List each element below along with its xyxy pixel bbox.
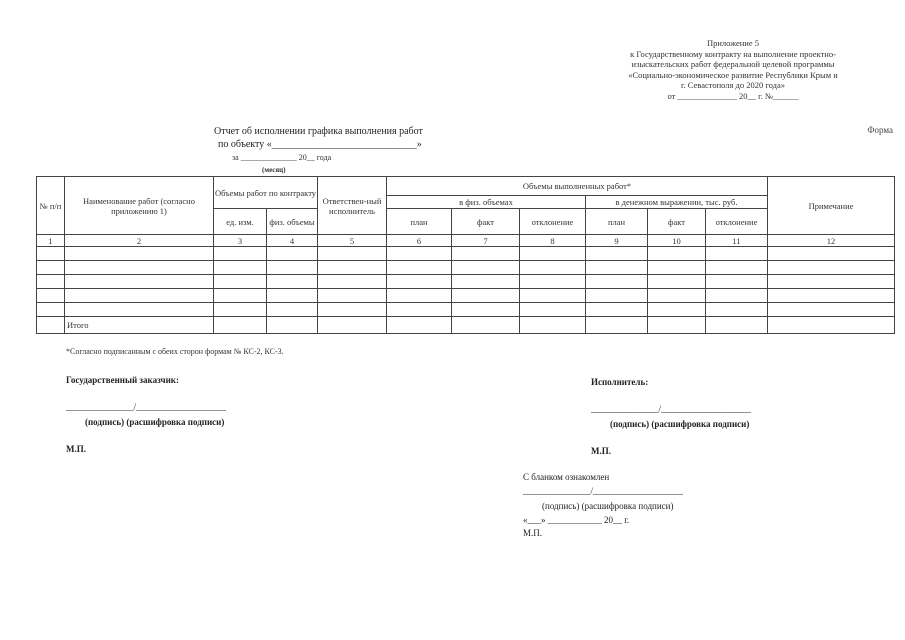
footnote: *Согласно подписанным с обеих сторон формам № КС-2, КС-3. <box>66 347 284 356</box>
header-plan: план <box>586 209 648 235</box>
customer-sign-caption: (подпись) (расшифровка подписи) <box>85 417 225 427</box>
annex-line: изыскательских работ федеральной целевой программы <box>631 59 835 70</box>
column-number: 7 <box>452 235 520 247</box>
acquainted-sign-caption: (подпись) (расшифровка подписи) <box>542 501 674 511</box>
header-responsible: Ответствен-ный исполнитель <box>318 177 387 235</box>
header-num: № п/п <box>37 177 65 235</box>
report-object: по объекту «_____________________________» <box>218 139 422 150</box>
column-number: 8 <box>520 235 586 247</box>
table-row <box>37 247 895 261</box>
column-number: 1 <box>37 235 65 247</box>
header-deviation: отклонение <box>520 209 586 235</box>
header-deviation: отклонение <box>706 209 768 235</box>
header-unit: ед. изм. <box>214 209 267 235</box>
column-number: 11 <box>706 235 768 247</box>
header-completed-volumes: Объемы выполненных работ* <box>387 177 768 196</box>
schedule-table <box>36 176 895 334</box>
report-title: Отчет об исполнении графика выполнения работ <box>214 126 423 137</box>
header-note: Примечание <box>768 177 895 235</box>
form-label: Форма <box>867 125 893 135</box>
acquainted-sign-line: _______________/____________________ <box>523 486 684 496</box>
report-period: за ______________ 20__ года <box>232 153 332 162</box>
header-phys-volumes: физ. объемы <box>267 209 318 235</box>
column-number: 10 <box>648 235 706 247</box>
header-contract-volumes: Объемы работ по контракту <box>214 177 318 209</box>
column-number: 2 <box>65 235 214 247</box>
header-fact: факт <box>452 209 520 235</box>
annex-line: от ______________ 20__ г. №______ <box>667 90 799 101</box>
column-number: 12 <box>768 235 895 247</box>
table-row <box>37 275 895 289</box>
acquainted-label: С бланком ознакомлен <box>523 472 610 482</box>
table-row <box>37 261 895 275</box>
acquainted-date-line: «___» ____________ 20__ г. <box>523 515 630 525</box>
annex-block <box>593 38 873 102</box>
contractor-sign-line: _______________/____________________ <box>591 404 752 414</box>
column-number: 9 <box>586 235 648 247</box>
customer-stamp: М.П. <box>66 444 86 454</box>
customer-sign-line: _______________/____________________ <box>66 402 227 412</box>
column-number: 5 <box>318 235 387 247</box>
annex-line: Приложение 5 <box>707 38 759 48</box>
report-period-note: (месяц) <box>262 166 286 174</box>
header-in-money: в денежном выражении, тыс. руб. <box>586 196 768 209</box>
table-row <box>37 303 895 317</box>
contractor-sign-caption: (подпись) (расшифровка подписи) <box>610 419 750 429</box>
annex-line: г. Севастополя до 2020 года» <box>680 80 786 91</box>
annex-line: к Государственному контракту на выполнение проектно- <box>630 48 836 59</box>
header-in-phys: в физ. объемах <box>387 196 586 209</box>
customer-label: Государственный заказчик: <box>66 375 179 385</box>
header-fact: факт <box>648 209 706 235</box>
contractor-stamp: М.П. <box>591 446 611 456</box>
column-number: 4 <box>267 235 318 247</box>
header-work-name: Наименование работ (согласно приложению 1) <box>65 177 214 235</box>
contractor-label: Исполнитель: <box>591 377 649 387</box>
table-row <box>37 289 895 303</box>
header-plan: план <box>387 209 452 235</box>
column-number: 3 <box>214 235 267 247</box>
total-label: Итого <box>65 317 214 334</box>
column-number: 6 <box>387 235 452 247</box>
total-row <box>37 317 895 334</box>
annex-line: «Социально-экономическое развитие Республики Крым и <box>628 69 838 80</box>
acquainted-stamp: М.П. <box>523 528 543 538</box>
column-number-row <box>37 235 895 247</box>
